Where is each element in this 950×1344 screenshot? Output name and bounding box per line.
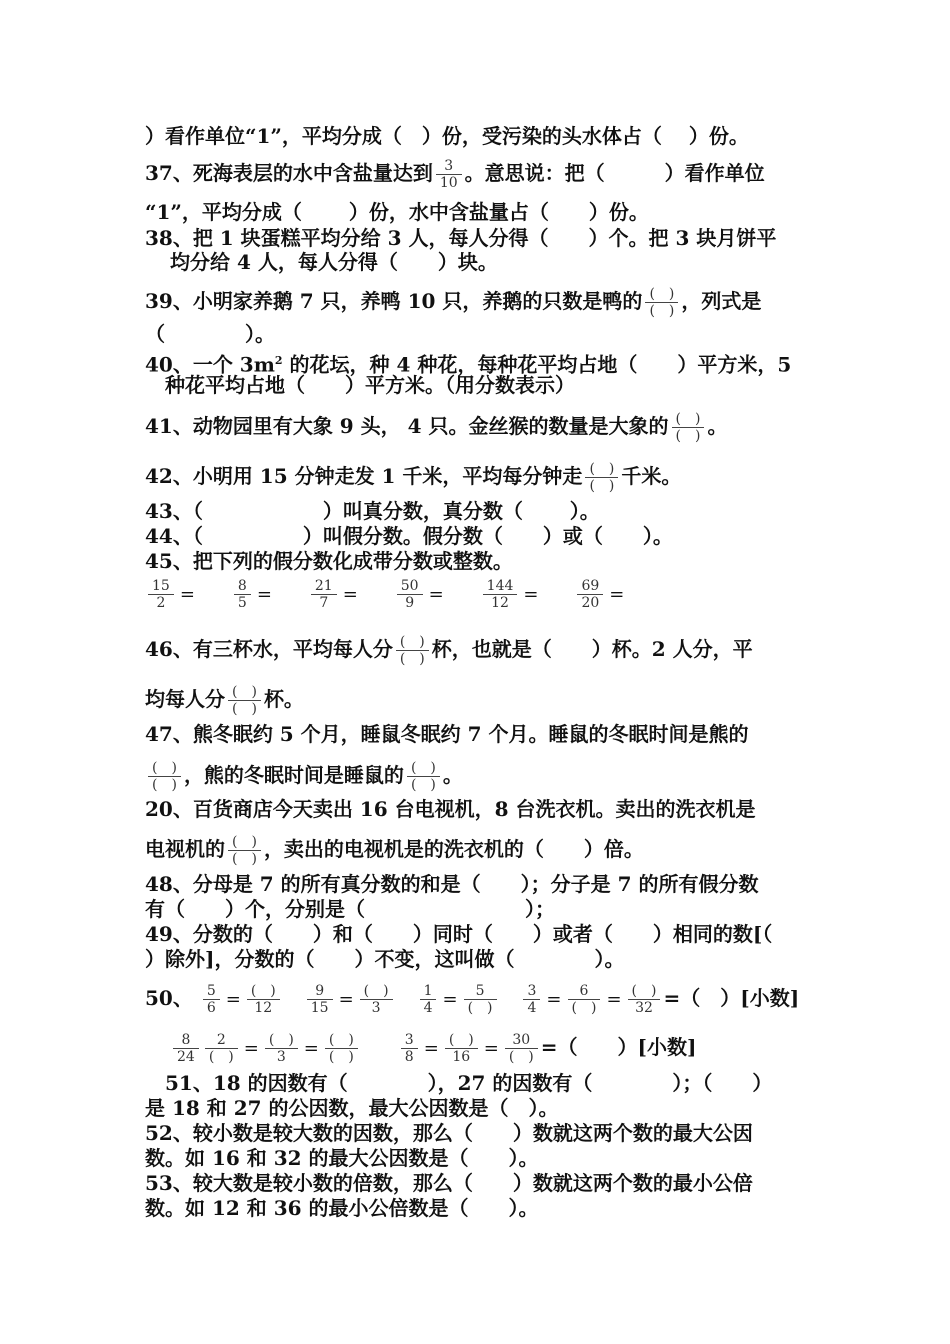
question-44: 44、（ ）叫假分数。假分数（ ）或（ ）。 — [145, 524, 673, 548]
question-38-cont: 均分给 4 人，每人分得（ ）块。 — [170, 250, 498, 274]
question-37-cont: “1”，平均分成（ ）份，水中含盐量占（ ）份。 — [145, 200, 649, 224]
question-37: 37、死海表层的水中含盐量达到 $\frac{3}{10}$ 。意思说：把（ ）看作单位 — [145, 158, 765, 191]
question-49: 49、分数的（ ）和（ ）同时（ ）或者（ ）相同的数[（ — [145, 922, 773, 946]
fraction-item: $\frac{( )}{16}$ — [445, 1032, 478, 1065]
fraction-item: $\frac{( )}{12}$ — [247, 983, 280, 1016]
fraction-item: $\frac{5}{6}$ — [203, 983, 220, 1016]
fraction-item: $\frac{21}{7}$ — [311, 578, 337, 611]
fraction-item: $\frac{8}{5}$ — [234, 578, 251, 611]
line-continuation: ）看作单位“1”，平均分成（ ）份，受污染的头水体占（ ）份。 — [145, 124, 749, 148]
question-50-row2: $\frac{8}{24}$ $\frac{2}{( )}$ = $\frac{( )}{3}$ = $\frac{( )}{( )}$ $\frac{3}{8}$ = $\frac{( )}{16}$ = $\frac{30}{( )}$ =（ ）[小数] — [170, 1032, 696, 1065]
fraction-item: $\frac{69}{20}$ — [577, 578, 603, 611]
question-46-cont: 均每人分 $\frac{( )}{( )}$ 杯。 — [145, 684, 304, 717]
question-53-cont: 数。如 12 和 36 的最小公倍数是（ ）。 — [145, 1196, 539, 1220]
question-40: 40、一个 $3m^2$ 的花坛，种 4 种花，每种花平均占地（ ）平方米，5 — [145, 352, 792, 377]
question-20: 20、百货商店今天卖出 16 台电视机，8 台洗衣机。卖出的洗衣机是 — [145, 797, 756, 821]
question-51: 51、18 的因数有（ ），27 的因数有（ ）；（ ） — [165, 1071, 773, 1095]
fraction-item: $\frac{3}{8}$ — [401, 1032, 418, 1065]
question-45-fractions: $\frac{15}{2}$ = $\frac{8}{5}$ = $\frac{21}{7}$ = $\frac{50}{9}$ = $\frac{144}{12}$ = $\frac{69}{20}$ = — [145, 578, 627, 611]
question-46: 46、有三杯水，平均每人分 $\frac{( )}{( )}$ 杯，也就是（ ）杯。2 人分，平 — [145, 634, 753, 667]
question-47: 47、熊冬眠约 5 个月，睡鼠冬眠约 7 个月。睡鼠的冬眠时间是熊的 — [145, 722, 749, 746]
fraction-item: $\frac{1}{4}$ — [420, 983, 437, 1016]
fraction-item: $\frac{8}{24}$ — [173, 1032, 199, 1065]
fraction-item: $\frac{9}{15}$ — [307, 983, 333, 1016]
fraction-item: $\frac{144}{12}$ — [483, 578, 518, 611]
question-38: 38、把 1 块蛋糕平均分给 3 人，每人分得（ ）个。把 3 块月饼平 — [145, 226, 777, 250]
blank-fraction: $\frac{( )}{( )}$ — [228, 684, 261, 717]
question-42: 42、小明用 15 分钟走发 1 千米，平均每分钟走 $\frac{( )}{( )}$ 千米。 — [145, 461, 682, 494]
question-43: 43、（ ）叫真分数，真分数（ ）。 — [145, 499, 600, 523]
blank-fraction: $\frac{( )}{( )}$ — [585, 461, 618, 494]
fraction-item: $\frac{( )}{( )}$ — [325, 1032, 358, 1065]
question-53: 53、较大数是较小数的倍数，那么（ ）数就这两个数的最小公倍 — [145, 1171, 753, 1195]
question-52-cont: 数。如 16 和 32 的最大公因数是（ ）。 — [145, 1146, 539, 1170]
blank-fraction: $\frac{( )}{( )}$ — [148, 760, 181, 793]
fraction-item: $\frac{( )}{3}$ — [265, 1032, 298, 1065]
question-48: 48、分母是 7 的所有真分数的和是（ ）；分子是 7 的所有假分数 — [145, 872, 759, 896]
question-41: 41、动物园里有大象 9 头， 4 只。金丝猴的数量是大象的 $\frac{( )}{( )}$ 。 — [145, 411, 728, 444]
fraction-item: $\frac{15}{2}$ — [148, 578, 174, 611]
question-45: 45、把下列的假分数化成带分数或整数。 — [145, 549, 513, 573]
fraction-item: $\frac{30}{( )}$ — [505, 1032, 538, 1065]
question-40-cont: 种花平均占地（ ）平方米。（用分数表示） — [165, 373, 575, 397]
question-51-cont: 是 18 和 27 的公因数，最大公因数是（ ）。 — [145, 1096, 559, 1120]
fraction-item: $\frac{( )}{3}$ — [360, 983, 393, 1016]
question-39-cont: （ ）。 — [145, 322, 275, 346]
question-52: 52、较小数是较大数的因数，那么（ ）数就这两个数的最大公因 — [145, 1121, 753, 1145]
fraction-3-10: $\frac{3}{10}$ — [436, 158, 462, 191]
question-20-cont: 电视机的 $\frac{( )}{( )}$ ，卖出的电视机是的洗衣机的（ ）倍。 — [145, 834, 644, 867]
blank-fraction: $\frac{( )}{( )}$ — [396, 634, 429, 667]
fraction-item: $\frac{6}{( )}$ — [568, 983, 601, 1016]
question-49-cont: ）除外]，分数的（ ）不变，这叫做（ ）。 — [145, 947, 625, 971]
blank-fraction: $\frac{( )}{( )}$ — [407, 760, 440, 793]
question-47-cont: $\frac{( )}{( )}$ ，熊的冬眠时间是睡鼠的 $\frac{( )}{( )}$ 。 — [145, 760, 463, 793]
fraction-item: $\frac{50}{9}$ — [397, 578, 423, 611]
blank-fraction: $\frac{( )}{( )}$ — [228, 834, 261, 867]
fraction-item: $\frac{3}{4}$ — [523, 983, 540, 1016]
question-50-row1: 50、 $\frac{5}{6}$ = $\frac{( )}{12}$ $\frac{9}{15}$ = $\frac{( )}{3}$ $\frac{1}{4}$ = $\frac{5}{( )}$ $\frac{3}{4}$ = $\frac{6}{( )}$ = $\frac{( )}{32}$ =（ ）[小数] — [145, 983, 800, 1016]
fraction-item: $\frac{2}{( )}$ — [205, 1032, 238, 1065]
question-39: 39、小明家养鹅 7 只，养鸭 10 只，养鹅的只数是鸭的 $\frac{( )}{( )}$ ，列式是 — [145, 286, 762, 319]
question-48-cont: 有（ ）个，分别是（ ）； — [145, 897, 555, 921]
fraction-item: $\frac{( )}{32}$ — [628, 983, 661, 1016]
blank-fraction: $\frac{( )}{( )}$ — [645, 286, 678, 319]
blank-fraction: $\frac{( )}{( )}$ — [672, 411, 705, 444]
fraction-item: $\frac{5}{( )}$ — [464, 983, 497, 1016]
